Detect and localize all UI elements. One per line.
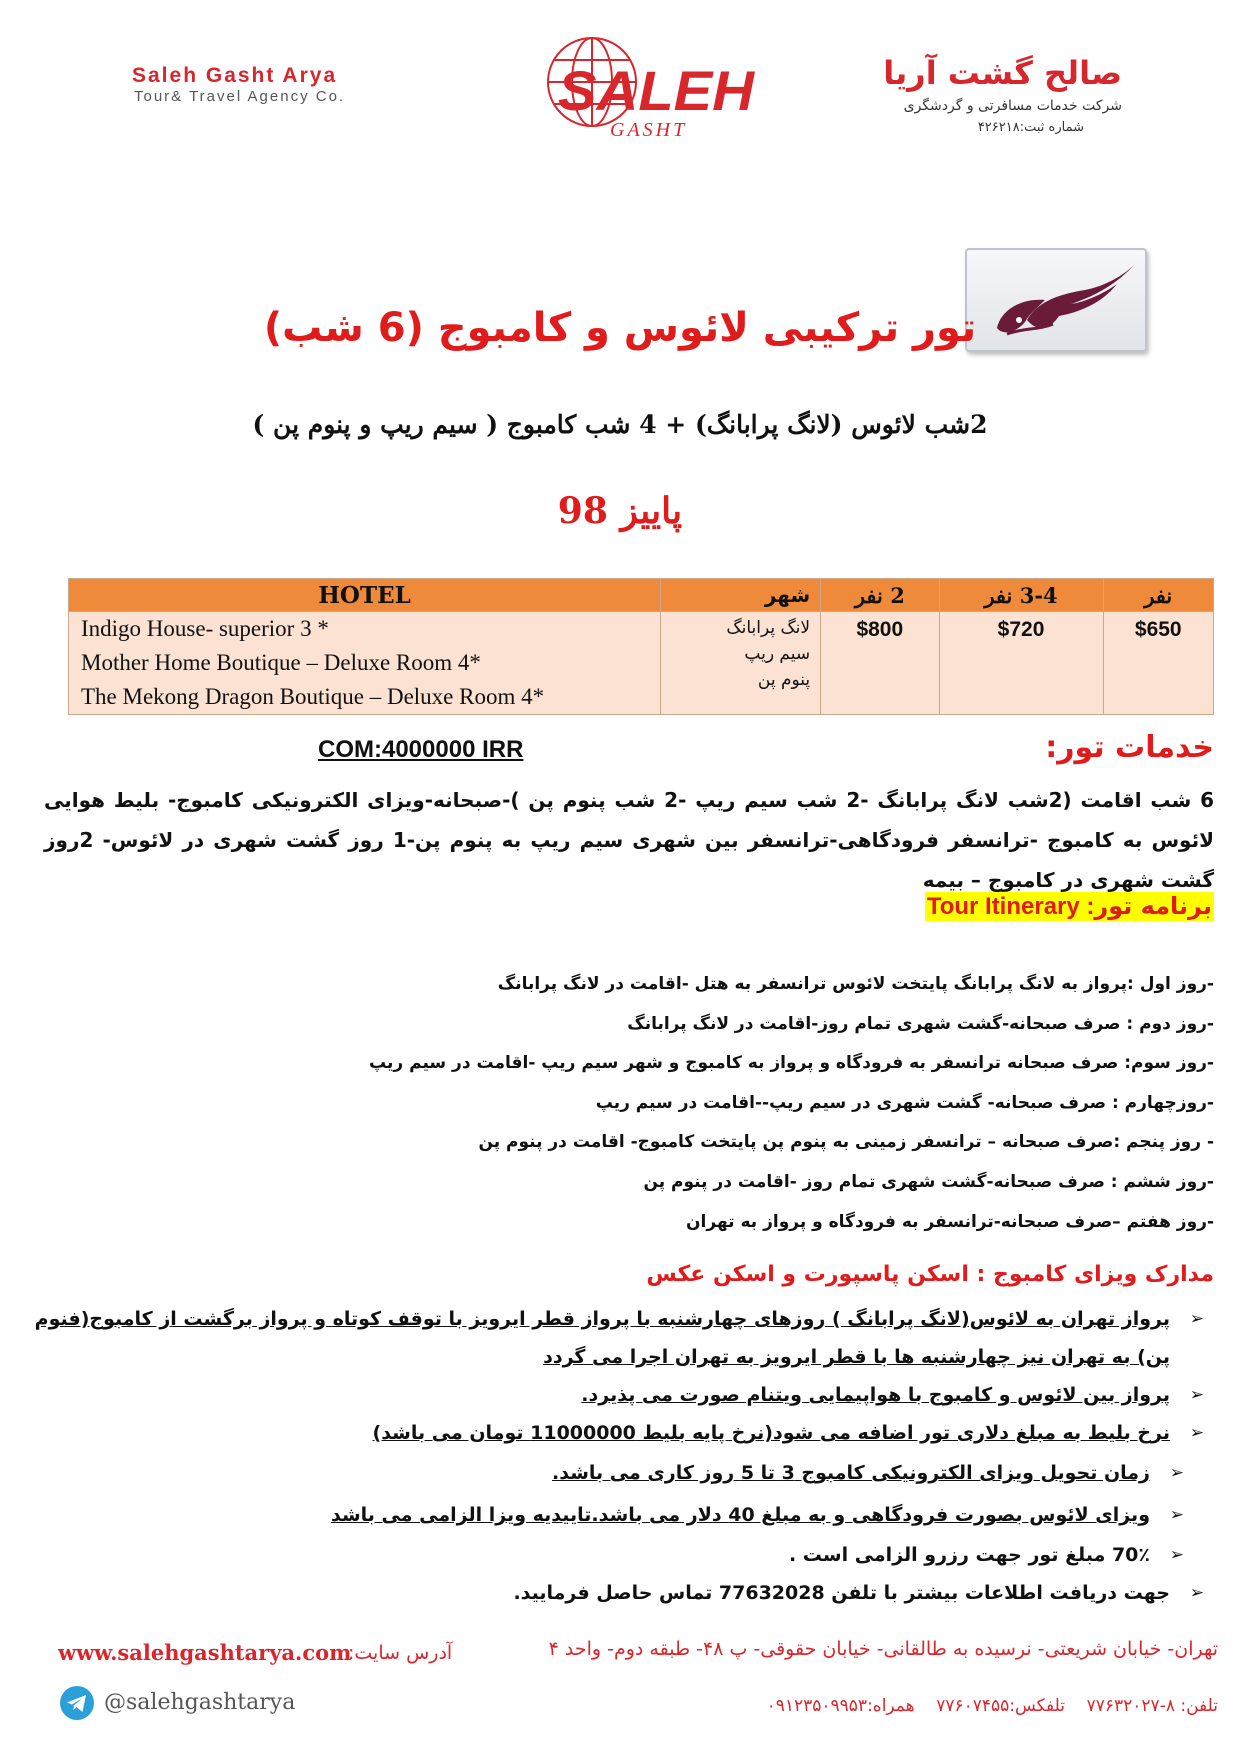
arrow-bullet-icon: ➢	[1169, 1463, 1184, 1483]
brand-name-english: Saleh Gasht Arya	[132, 64, 338, 87]
city-list-cell	[661, 612, 821, 715]
note-item: ➢ جهت دریافت اطلاعات بیشتر با تلفن 77632028 تماس حاصل فرمایید.	[24, 1574, 1214, 1612]
note-item: ➢ ویزای لائوس بصورت فرودگاهی و به مبلغ 40 دلار می باشد.تاییدیه ویزا الزامی می باشد	[24, 1494, 1214, 1536]
header-city: شهر	[661, 579, 821, 612]
price-table	[68, 578, 1214, 715]
city-name: پنوم پن	[757, 670, 811, 690]
arrow-bullet-icon: ➢	[1189, 1423, 1204, 1443]
hotel-name: The Mekong Dragon Boutique – Deluxe Room 4*	[81, 684, 545, 709]
saleh-gasht-logo	[530, 30, 760, 142]
arrow-bullet-icon: ➢	[1189, 1309, 1204, 1329]
logo-subword: GASHT	[610, 119, 688, 141]
brand-registration-number: شماره ثبت:۴۲۶۲۱۸	[977, 120, 1084, 135]
fax-number: تلفکس:۷۷۶۰۷۴۵۵	[936, 1696, 1066, 1716]
header-hotel: HOTEL	[69, 579, 661, 612]
itinerary-day: -روز اول :پرواز به لانگ پرابانگ پایتخت لائوس ترانسفر به هتل -اقامت در لانگ پرابانگ	[497, 974, 1214, 994]
note-item: ➢ 70٪ مبلغ تور جهت رزرو الزامی است .	[24, 1536, 1214, 1574]
tour-subtitle: 2شب لائوس (لانگ پرابانگ) + 4 شب کامبوج ( سیم ریپ و پنوم پن )	[252, 410, 988, 439]
itinerary-day: -روز سوم: صرف صبحانه ترانسفر به فرودگاه و پرواز به کامبوج و شهر سیم ریپ -اقامت در سیم ریپ	[369, 1053, 1214, 1074]
city-name: سیم ریپ	[744, 644, 811, 664]
arrow-bullet-icon: ➢	[1169, 1545, 1184, 1565]
brand-name-persian: صالح گشت آریا	[883, 54, 1122, 92]
note-item: ➢ زمان تحویل ویزای الکترونیکی کامبوج 3 تا 5 روز کاری می باشد.	[24, 1452, 1214, 1494]
telegram-handle[interactable]: @salehgashtarya	[104, 1690, 296, 1715]
logo-word: SALEH	[558, 59, 756, 122]
note-item: ➢ نرخ بلیط به مبلغ دلاری تور اضافه می شود(نرخ پایه بلیط 11000000 تومان می باشد)	[24, 1414, 1214, 1452]
tour-season: پاییز 98	[557, 490, 683, 532]
price-three-four-person: $720	[939, 612, 1103, 715]
phone-number: تلفن: ۸-۷۷۶۳۲۰۲۷	[1086, 1696, 1218, 1716]
arrow-bullet-icon: ➢	[1189, 1385, 1204, 1405]
itinerary-day: - روز پنجم :صرف صبحانه – ترانسفر زمینی به پنوم پن پایتخت کامبوج- اقامت در پنوم پن	[478, 1132, 1214, 1153]
arrow-bullet-icon: ➢	[1169, 1505, 1184, 1525]
tour-title: تور ترکیبی لائوس و کامبوج (6 شب)	[263, 305, 977, 351]
hotel-list-cell	[69, 612, 661, 715]
brand-subtitle-english: Tour& Travel Agency Co.	[134, 88, 346, 105]
services-heading: خدمات تور:	[1045, 730, 1214, 765]
city-name: لانگ پرابانگ	[726, 618, 811, 638]
header-single-person: نفر	[1103, 579, 1213, 612]
itinerary-day-list	[54, 965, 1214, 1242]
itinerary-day: -روز هفتم –صرف صبحانه-ترانسفر به فرودگاه و پرواز به تهران	[686, 1211, 1214, 1232]
telegram-icon	[60, 1686, 94, 1720]
services-description: 6 شب اقامت (2شب لانگ پرابانگ -2 شب سیم ریپ -2 شب پنوم پن )-صبحانه-ویزای الکترونیکی کامبوج- بلیط هوایی لائوس به کامبوج -ترانسفر فرودگاهی-ترانسفر بین شهری سیم ریپ به پنوم پن-1 روز گشت شهری در لائوس- 2روز گشت شهری در کامبوج – بیمه	[44, 788, 1215, 892]
itinerary-heading	[925, 892, 1214, 921]
footer-address: تهران- خیابان شریعتی- نرسیده به طالقانی- خیابان حقوقی- پ ۴۸- طبقه دوم- واحد ۴	[548, 1638, 1218, 1660]
arrow-bullet-icon: ➢	[1189, 1583, 1204, 1603]
hotel-name: Mother Home Boutique – Deluxe Room 4*	[81, 650, 481, 675]
header-three-four-person: 3-4 نفر	[939, 579, 1103, 612]
price-single-person: $650	[1103, 612, 1213, 715]
visa-documents-heading: مدارک ویزای کامبوج : اسکن پاسپورت و اسکن عکس	[646, 1262, 1214, 1287]
website-label: آدرس سایت:	[348, 1642, 453, 1664]
website-link[interactable]: www.salehgashtarya.com	[58, 1640, 352, 1665]
notes-list	[24, 1300, 1214, 1612]
note-item: ➢ پرواز بین لائوس و کامبوج با هواپیمایی ویتنام صورت می پذیرد.	[24, 1376, 1214, 1414]
hotel-name: Indigo House- superior 3 *	[81, 616, 329, 641]
itinerary-day: -روز ششم : صرف صبحانه-گشت شهری تمام روز -اقامت در پنوم پن	[643, 1171, 1214, 1192]
price-table-header-row	[69, 579, 1214, 612]
footer-phones	[767, 1696, 1218, 1716]
itinerary-heading-en: Tour Itinerary :	[926, 893, 1095, 920]
commission-label: COM:4000000 IRR	[318, 736, 524, 763]
header-two-person: 2 نفر	[821, 579, 939, 612]
price-two-person: $800	[821, 612, 939, 715]
itinerary-day: -روز دوم : صرف صبحانه-گشت شهری تمام روز-اقامت در لانگ پرابانگ	[627, 1013, 1214, 1034]
itinerary-day: -روزچهارم : صرف صبحانه- گشت شهری در سیم ریپ--اقامت در سیم ریپ	[595, 1092, 1214, 1113]
brand-subtitle-persian: شرکت خدمات مسافرتی و گردشگری	[903, 98, 1122, 114]
itinerary-heading-fa: برنامه تور	[1094, 892, 1212, 920]
note-item: ➢ پرواز تهران به لائوس(لانگ پرابانگ ) روزهای چهارشنبه با پرواز قطر ایرویز با توقف کوتاه و پرواز برگشت از کامبوج(فنوم پن) به تهران نیز چهارشنبه ها با قطر ایرویز به تهران اجرا می گردد	[24, 1300, 1214, 1376]
price-table-row	[69, 612, 1214, 715]
mobile-number: همراه:۰۹۱۲۳۵۰۹۹۵۳	[766, 1696, 915, 1716]
